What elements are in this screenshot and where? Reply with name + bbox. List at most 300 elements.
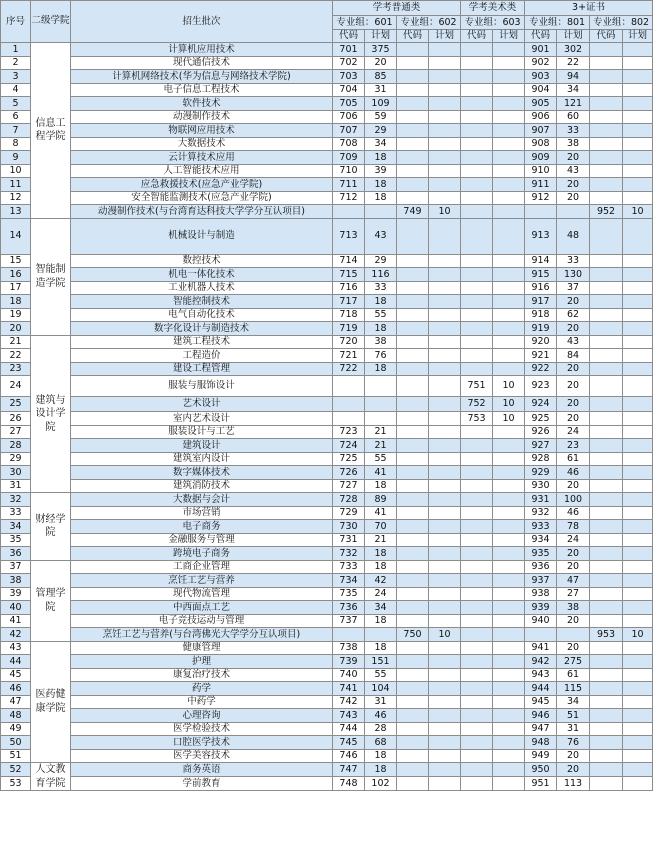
cell-department: 智能制造学院 (31, 218, 71, 335)
cell-cert-code: 907 (525, 124, 557, 138)
cell-major: 机电一体化技术 (71, 268, 333, 282)
cell-cert-plan: 20 (557, 322, 590, 336)
cell-general-code: 743 (333, 709, 365, 723)
cell-general-plan: 55 (365, 308, 397, 322)
cell-index: 3 (1, 70, 31, 84)
cell-cert2-plan (623, 587, 653, 601)
table-row (1, 574, 653, 588)
cell-major: 康复治疗技术 (71, 668, 333, 682)
cell-general-code (333, 205, 365, 219)
cell-art2-plan (493, 601, 525, 615)
cell-general-code: 725 (333, 452, 365, 466)
cell-art2-code (461, 254, 493, 268)
cell-cert-plan: 43 (557, 164, 590, 178)
cell-cert2-plan (623, 191, 653, 205)
cell-cert-code: 915 (525, 268, 557, 282)
cell-general-code: 717 (333, 295, 365, 309)
cell-art-code (397, 151, 429, 165)
cell-art2-code (461, 110, 493, 124)
cell-art-plan (429, 533, 461, 547)
cell-cert2-code (590, 151, 623, 165)
cell-cert-plan: 115 (557, 682, 590, 696)
cell-cert2-plan (623, 397, 653, 412)
cell-art2-plan (493, 682, 525, 696)
cell-art-code (397, 547, 429, 561)
cell-art2-plan (493, 628, 525, 642)
cell-cert2-plan (623, 749, 653, 763)
cell-art2-code (461, 268, 493, 282)
cell-major: 机械设计与制造 (71, 218, 333, 254)
header-code: 代码 (333, 30, 365, 43)
cell-art-code (397, 641, 429, 655)
cell-art-plan (429, 560, 461, 574)
cell-art2-plan (493, 763, 525, 777)
cell-major: 建筑工程技术 (71, 335, 333, 349)
cell-art-code (397, 308, 429, 322)
cell-art-plan (429, 587, 461, 601)
cell-cert2-code (590, 362, 623, 376)
cell-cert-code: 949 (525, 749, 557, 763)
cell-art2-code (461, 137, 493, 151)
table-row (1, 362, 653, 376)
cell-index: 4 (1, 83, 31, 97)
cell-index: 37 (1, 560, 31, 574)
cell-cert2-code (590, 763, 623, 777)
cell-cert2-code (590, 506, 623, 520)
cell-general-code: 738 (333, 641, 365, 655)
cell-general-plan: 38 (365, 335, 397, 349)
cell-cert-plan: 62 (557, 308, 590, 322)
cell-art-plan (429, 574, 461, 588)
cell-general-plan: 18 (365, 763, 397, 777)
cell-general-code: 712 (333, 191, 365, 205)
cell-art-code (397, 682, 429, 696)
cell-general-code: 706 (333, 110, 365, 124)
cell-art2-code (461, 308, 493, 322)
cell-art2-plan (493, 668, 525, 682)
cell-art-code (397, 709, 429, 723)
cell-cert2-plan (623, 164, 653, 178)
cell-art2-code: 752 (461, 397, 493, 412)
cell-general-code: 736 (333, 601, 365, 615)
cell-art-plan (429, 466, 461, 480)
cell-art2-code (461, 295, 493, 309)
cell-art2-code (461, 777, 493, 791)
cell-major: 计算机应用技术 (71, 43, 333, 57)
table-row (1, 70, 653, 84)
cell-art2-code (461, 466, 493, 480)
cell-art2-code (461, 493, 493, 507)
cell-cert-plan: 121 (557, 97, 590, 111)
table-row (1, 83, 653, 97)
cell-cert-code: 923 (525, 376, 557, 397)
header-batch: 招生批次 (71, 1, 333, 43)
cell-art-code (397, 43, 429, 57)
cell-major: 电子竞技运动与管理 (71, 614, 333, 628)
cell-major: 商务英语 (71, 763, 333, 777)
cell-cert-plan: 76 (557, 736, 590, 750)
cell-cert-code: 939 (525, 601, 557, 615)
cell-art2-plan (493, 43, 525, 57)
cell-art-plan (429, 56, 461, 70)
cell-cert-plan: 20 (557, 178, 590, 192)
cell-major: 云计算技术应用 (71, 151, 333, 165)
cell-art2-plan: 10 (493, 397, 525, 412)
cell-cert2-code (590, 777, 623, 791)
cell-cert-plan: 100 (557, 493, 590, 507)
cell-cert2-plan (623, 70, 653, 84)
cell-general-plan: 41 (365, 466, 397, 480)
cell-art2-code (461, 614, 493, 628)
cell-index: 47 (1, 695, 31, 709)
header-group-cert: 3+证书 (525, 1, 653, 16)
cell-general-code: 724 (333, 439, 365, 453)
cell-art-plan (429, 614, 461, 628)
cell-art2-plan (493, 362, 525, 376)
cell-general-plan: 18 (365, 749, 397, 763)
cell-index: 13 (1, 205, 31, 219)
cell-major: 电子信息工程技术 (71, 83, 333, 97)
cell-major: 工业机器人技术 (71, 281, 333, 295)
cell-art2-plan (493, 439, 525, 453)
cell-art-plan (429, 268, 461, 282)
cell-art2-code (461, 736, 493, 750)
cell-art2-plan (493, 268, 525, 282)
cell-art2-code (461, 668, 493, 682)
cell-cert-code: 919 (525, 322, 557, 336)
cell-cert-plan: 20 (557, 295, 590, 309)
cell-general-plan: 21 (365, 533, 397, 547)
cell-cert-code: 912 (525, 191, 557, 205)
cell-cert-plan: 20 (557, 763, 590, 777)
cell-cert2-plan (623, 137, 653, 151)
cell-art2-code (461, 425, 493, 439)
cell-art2-code: 751 (461, 376, 493, 397)
cell-art2-plan (493, 70, 525, 84)
table-row (1, 763, 653, 777)
cell-general-code: 726 (333, 466, 365, 480)
cell-cert-code: 945 (525, 695, 557, 709)
cell-art2-plan (493, 722, 525, 736)
cell-department: 建筑与设计学院 (31, 335, 71, 493)
table-row (1, 520, 653, 534)
cell-art2-code (461, 281, 493, 295)
cell-cert2-plan (623, 655, 653, 669)
cell-index: 24 (1, 376, 31, 397)
cell-cert2-code (590, 493, 623, 507)
cell-art-code (397, 777, 429, 791)
cell-general-code (333, 397, 365, 412)
table-row (1, 547, 653, 561)
cell-art2-code (461, 205, 493, 219)
cell-art-code (397, 254, 429, 268)
cell-art-code (397, 349, 429, 363)
cell-cert2-plan (623, 763, 653, 777)
cell-cert2-code (590, 641, 623, 655)
cell-art-code (397, 722, 429, 736)
cell-art2-plan (493, 641, 525, 655)
cell-cert2-code (590, 722, 623, 736)
cell-general-code: 747 (333, 763, 365, 777)
cell-cert-plan: 31 (557, 722, 590, 736)
cell-major: 口腔医学技术 (71, 736, 333, 750)
cell-art2-plan: 10 (493, 376, 525, 397)
cell-cert-plan: 46 (557, 506, 590, 520)
cell-general-plan: 46 (365, 709, 397, 723)
cell-art2-code (461, 335, 493, 349)
cell-index: 8 (1, 137, 31, 151)
cell-cert2-code (590, 376, 623, 397)
cell-cert2-plan (623, 362, 653, 376)
cell-cert2-plan (623, 560, 653, 574)
cell-art-code (397, 412, 429, 426)
cell-art2-code (461, 164, 493, 178)
header-plan: 计划 (557, 30, 590, 43)
cell-general-code: 707 (333, 124, 365, 138)
cell-general-code: 730 (333, 520, 365, 534)
cell-general-plan: 109 (365, 97, 397, 111)
cell-art2-code (461, 322, 493, 336)
cell-art2-code (461, 709, 493, 723)
cell-art-plan (429, 70, 461, 84)
header-code: 代码 (397, 30, 429, 43)
cell-general-plan: 31 (365, 83, 397, 97)
table-row (1, 479, 653, 493)
cell-major: 学前教育 (71, 777, 333, 791)
cell-cert-code: 940 (525, 614, 557, 628)
cell-index: 39 (1, 587, 31, 601)
cell-cert2-code (590, 479, 623, 493)
cell-general-code: 710 (333, 164, 365, 178)
cell-cert2-plan (623, 614, 653, 628)
cell-art2-plan (493, 560, 525, 574)
cell-general-code: 713 (333, 218, 365, 254)
cell-art2-code (461, 533, 493, 547)
cell-index: 33 (1, 506, 31, 520)
cell-general-plan: 59 (365, 110, 397, 124)
cell-general-code: 715 (333, 268, 365, 282)
cell-general-plan: 18 (365, 178, 397, 192)
cell-art2-code (461, 191, 493, 205)
cell-major: 数字化设计与制造技术 (71, 322, 333, 336)
cell-index: 23 (1, 362, 31, 376)
cell-general-code: 729 (333, 506, 365, 520)
cell-art-plan (429, 124, 461, 138)
cell-cert2-plan (623, 83, 653, 97)
cell-general-plan: 55 (365, 668, 397, 682)
cell-general-plan: 31 (365, 695, 397, 709)
cell-cert-code: 931 (525, 493, 557, 507)
cell-index: 32 (1, 493, 31, 507)
cell-art-code (397, 614, 429, 628)
cell-art2-code (461, 218, 493, 254)
cell-art2-plan (493, 695, 525, 709)
table-row (1, 137, 653, 151)
cell-art-plan: 10 (429, 205, 461, 219)
cell-cert2-code (590, 137, 623, 151)
table-row (1, 124, 653, 138)
header-sub-general: 专业组：601 (333, 16, 397, 30)
cell-general-code (333, 412, 365, 426)
cell-general-code: 739 (333, 655, 365, 669)
cell-cert2-code (590, 695, 623, 709)
cell-index: 38 (1, 574, 31, 588)
table-row (1, 295, 653, 309)
cell-art-plan (429, 493, 461, 507)
cell-general-code: 716 (333, 281, 365, 295)
cell-cert-code: 925 (525, 412, 557, 426)
cell-art-plan (429, 110, 461, 124)
cell-art2-plan (493, 587, 525, 601)
cell-art2-code (461, 641, 493, 655)
cell-art-plan (429, 547, 461, 561)
cell-cert-code: 916 (525, 281, 557, 295)
cell-cert2-plan (623, 110, 653, 124)
cell-cert-code: 902 (525, 56, 557, 70)
cell-cert2-plan (623, 439, 653, 453)
cell-cert-plan: 38 (557, 137, 590, 151)
cell-cert2-code (590, 43, 623, 57)
cell-general-code: 701 (333, 43, 365, 57)
cell-art-code (397, 655, 429, 669)
cell-major: 电子商务 (71, 520, 333, 534)
cell-cert2-plan (623, 43, 653, 57)
cell-cert2-code (590, 452, 623, 466)
table-row (1, 268, 653, 282)
cell-art-code (397, 362, 429, 376)
cell-art-code (397, 493, 429, 507)
cell-art-code (397, 322, 429, 336)
cell-general-code: 722 (333, 362, 365, 376)
cell-art-code: 750 (397, 628, 429, 642)
cell-cert-plan: 37 (557, 281, 590, 295)
cell-cert-plan: 20 (557, 412, 590, 426)
table-row (1, 412, 653, 426)
cell-art2-plan (493, 205, 525, 219)
cell-cert2-code (590, 425, 623, 439)
cell-index: 18 (1, 295, 31, 309)
cell-art-code (397, 425, 429, 439)
cell-major: 艺术设计 (71, 397, 333, 412)
cell-cert2-code (590, 412, 623, 426)
table-row (1, 533, 653, 547)
header-group-art: 学考美术类 (461, 1, 525, 16)
cell-art2-code (461, 763, 493, 777)
cell-general-code: 721 (333, 349, 365, 363)
table-row (1, 56, 653, 70)
cell-major: 电气自动化技术 (71, 308, 333, 322)
cell-general-plan: 18 (365, 641, 397, 655)
cell-art-plan (429, 601, 461, 615)
cell-general-plan: 34 (365, 601, 397, 615)
cell-index: 27 (1, 425, 31, 439)
cell-cert2-plan (623, 722, 653, 736)
cell-art-code (397, 439, 429, 453)
cell-general-plan: 104 (365, 682, 397, 696)
cell-art2-plan (493, 97, 525, 111)
cell-art2-plan (493, 749, 525, 763)
cell-art2-plan (493, 124, 525, 138)
cell-cert2-plan (623, 493, 653, 507)
table-row (1, 601, 653, 615)
header-code: 代码 (525, 30, 557, 43)
cell-cert2-code (590, 308, 623, 322)
cell-index: 14 (1, 218, 31, 254)
cell-general-plan: 85 (365, 70, 397, 84)
cell-art-plan (429, 164, 461, 178)
cell-art-plan (429, 281, 461, 295)
cell-general-code: 703 (333, 70, 365, 84)
cell-cert2-plan (623, 574, 653, 588)
cell-cert-plan: 20 (557, 547, 590, 561)
cell-general-code: 732 (333, 547, 365, 561)
cell-cert2-plan (623, 349, 653, 363)
cell-cert-code: 922 (525, 362, 557, 376)
cell-art2-plan (493, 506, 525, 520)
cell-cert2-code (590, 520, 623, 534)
cell-index: 46 (1, 682, 31, 696)
cell-cert2-plan (623, 601, 653, 615)
cell-general-plan: 151 (365, 655, 397, 669)
cell-cert2-code (590, 397, 623, 412)
cell-art-plan (429, 322, 461, 336)
cell-index: 19 (1, 308, 31, 322)
cell-cert-code: 910 (525, 164, 557, 178)
cell-general-code: 733 (333, 560, 365, 574)
cell-major: 建筑消防技术 (71, 479, 333, 493)
cell-cert-plan: 94 (557, 70, 590, 84)
cell-cert2-code (590, 295, 623, 309)
cell-department: 医药健康学院 (31, 641, 71, 763)
cell-cert-code: 901 (525, 43, 557, 57)
cell-art-code (397, 178, 429, 192)
cell-cert2-code (590, 533, 623, 547)
cell-cert-code: 947 (525, 722, 557, 736)
table-row (1, 628, 653, 642)
cell-major: 健康管理 (71, 641, 333, 655)
cell-general-plan: 89 (365, 493, 397, 507)
cell-general-plan: 55 (365, 452, 397, 466)
cell-cert-plan: 61 (557, 452, 590, 466)
cell-index: 22 (1, 349, 31, 363)
cell-art2-plan (493, 281, 525, 295)
cell-cert-plan: 113 (557, 777, 590, 791)
cell-art2-code (461, 655, 493, 669)
cell-cert-plan: 24 (557, 425, 590, 439)
cell-cert-plan (557, 628, 590, 642)
table-row (1, 560, 653, 574)
header-sub-cert2: 专业组：802 (590, 16, 653, 30)
cell-cert2-code (590, 83, 623, 97)
cell-general-plan: 375 (365, 43, 397, 57)
cell-cert2-code (590, 335, 623, 349)
cell-cert-plan: 20 (557, 191, 590, 205)
cell-art-code (397, 397, 429, 412)
cell-general-plan (365, 628, 397, 642)
cell-general-plan: 28 (365, 722, 397, 736)
cell-major: 人工智能技术应用 (71, 164, 333, 178)
table-row (1, 439, 653, 453)
cell-index: 15 (1, 254, 31, 268)
cell-art2-code (461, 682, 493, 696)
cell-cert2-code: 953 (590, 628, 623, 642)
cell-art-code (397, 749, 429, 763)
cell-general-code (333, 376, 365, 397)
table-row (1, 641, 653, 655)
cell-index: 50 (1, 736, 31, 750)
cell-art2-code (461, 506, 493, 520)
cell-index: 9 (1, 151, 31, 165)
